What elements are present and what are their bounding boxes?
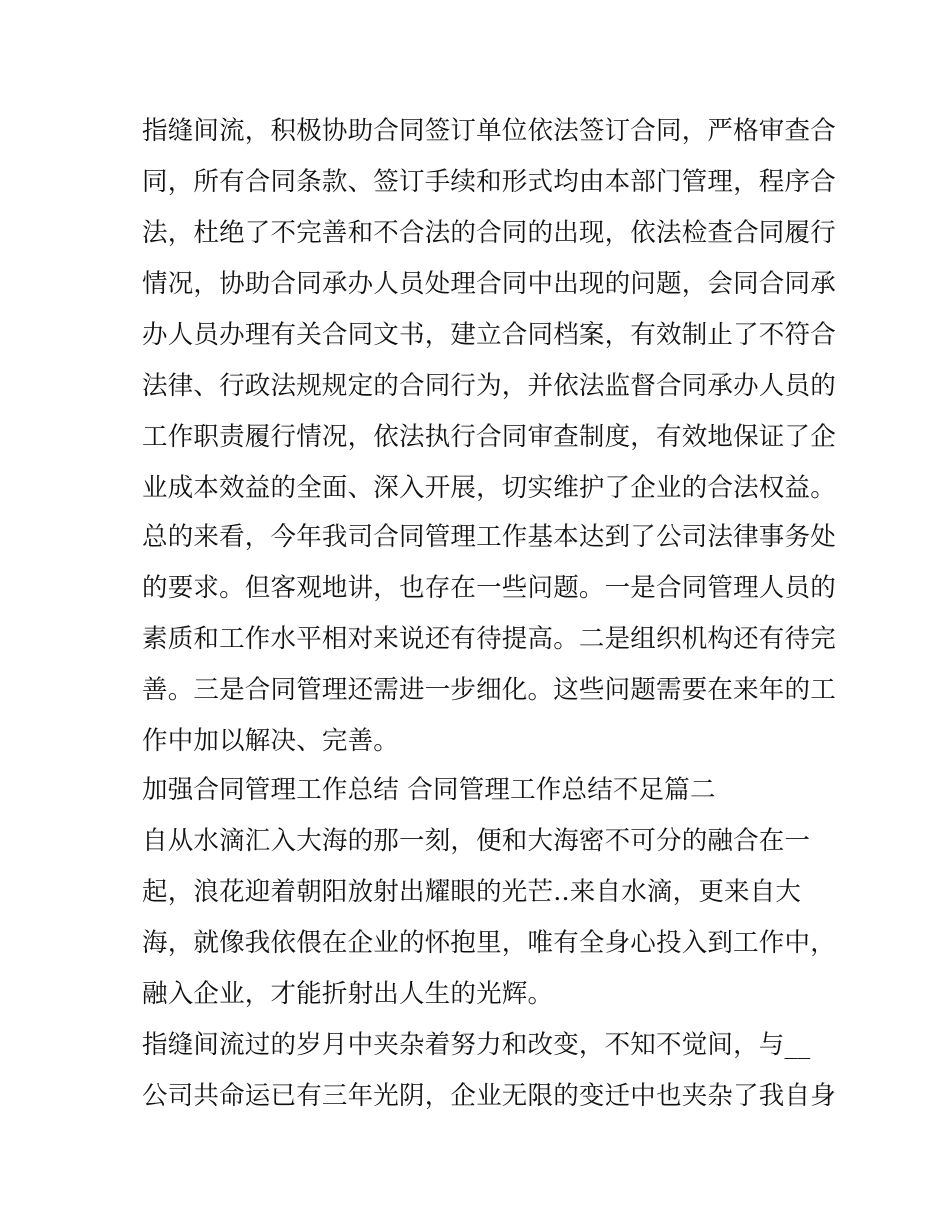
text-line: 业成本效益的全面、深入开展，切实维护了企业的合法权益。	[142, 473, 836, 503]
text-line: 素质和工作水平相对来说还有待提高。二是组织机构还有待完	[142, 624, 836, 654]
text-line: 作中加以解决、完善。	[142, 726, 400, 756]
text-line: 起，浪花迎着朝阳放射出耀眼的光芒..来自水滴，更来自大	[142, 877, 802, 907]
text-line: 融入企业，才能折射出人生的光辉。	[142, 979, 554, 1009]
section-heading: 加强合同管理工作总结 合同管理工作总结不足篇二	[142, 775, 716, 805]
text-line: 法律、行政法规规定的合同行为，并依法监督合同承办人员的	[142, 371, 836, 401]
text-line: 指缝间流，积极协助合同签订单位依法签订合同，严格审查合	[142, 116, 836, 146]
text-line: 总的来看，今年我司合同管理工作基本达到了公司法律事务处	[142, 522, 836, 552]
text-line: 情况，协助合同承办人员处理合同中出现的问题，会同合同承	[142, 269, 836, 299]
text-line: 同，所有合同条款、签订手续和形式均由本部门管理，程序合	[142, 167, 836, 197]
text-line: 法，杜绝了不完善和不合法的合同的出现，依法检查合同履行	[142, 218, 836, 248]
text-line: 办人员办理有关合同文书，建立合同档案，有效制止了不符合	[142, 320, 836, 350]
text-line: 公司共命运已有三年光阴，企业无限的变迁中也夹杂了我自身	[142, 1081, 836, 1111]
text-line: 善。三是合同管理还需进一步细化。这些问题需要在来年的工	[142, 675, 836, 705]
text-line: 指缝间流过的岁月中夹杂着努力和改变，不知不觉间，与__	[142, 1030, 811, 1060]
text-line: 海，就像我依偎在企业的怀抱里，唯有全身心投入到工作中，	[142, 928, 836, 958]
text-line: 工作职责履行情况，依法执行合同审查制度，有效地保证了企	[142, 422, 836, 452]
text-line: 的要求。但客观地讲，也存在一些问题。一是合同管理人员的	[142, 573, 836, 603]
text-line: 自从水滴汇入大海的那一刻，便和大海密不可分的融合在一	[142, 826, 811, 856]
